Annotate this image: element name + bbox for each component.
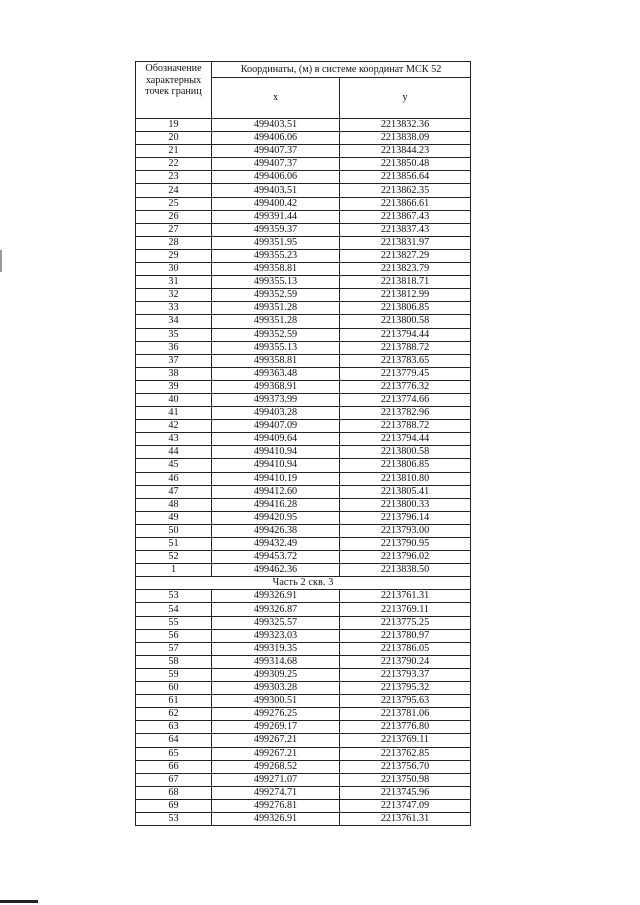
y-coordinate-cell: 2213788.72	[340, 341, 471, 354]
y-coordinate-cell: 2213775.25	[340, 616, 471, 629]
y-coordinate-cell: 2213838.50	[340, 564, 471, 577]
table-row	[136, 812, 471, 825]
table-row	[136, 380, 471, 393]
y-coordinate-cell: 2213788.72	[340, 420, 471, 433]
table-row	[136, 433, 471, 446]
table-row	[136, 197, 471, 210]
y-coordinate-cell: 2213831.97	[340, 236, 471, 249]
y-coordinate-cell: 2213850.48	[340, 158, 471, 171]
y-coordinate-cell: 2213761.31	[340, 812, 471, 825]
y-column-header: y	[340, 78, 471, 119]
y-coordinate-cell: 2213783.65	[340, 354, 471, 367]
point-number-cell: 23	[136, 171, 212, 184]
x-coordinate-cell: 499391.44	[212, 210, 340, 223]
section-row	[136, 577, 471, 590]
x-coordinate-cell: 499453.72	[212, 551, 340, 564]
point-number-cell: 52	[136, 551, 212, 564]
table-row	[136, 760, 471, 773]
x-coordinate-cell: 499323.03	[212, 629, 340, 642]
table-row	[136, 354, 471, 367]
point-number-cell: 24	[136, 184, 212, 197]
y-coordinate-cell: 2213810.80	[340, 472, 471, 485]
point-number-cell: 49	[136, 511, 212, 524]
y-coordinate-cell: 2213818.71	[340, 276, 471, 289]
x-coordinate-cell: 499355.23	[212, 249, 340, 262]
y-coordinate-cell: 2213806.85	[340, 302, 471, 315]
x-coordinate-cell: 499326.87	[212, 603, 340, 616]
point-number-cell: 36	[136, 341, 212, 354]
table-row	[136, 367, 471, 380]
y-coordinate-cell: 2213796.14	[340, 511, 471, 524]
table-row	[136, 511, 471, 524]
x-coordinate-cell: 499352.59	[212, 328, 340, 341]
x-coordinate-cell: 499303.28	[212, 682, 340, 695]
x-coordinate-cell: 499326.91	[212, 590, 340, 603]
table-row	[136, 786, 471, 799]
point-number-cell: 64	[136, 734, 212, 747]
y-coordinate-cell: 2213795.32	[340, 682, 471, 695]
point-number-cell: 29	[136, 249, 212, 262]
table-row	[136, 446, 471, 459]
point-number-cell: 56	[136, 629, 212, 642]
section-title: Часть 2 скв. 3	[136, 577, 471, 590]
table-row	[136, 289, 471, 302]
point-number-cell: 43	[136, 433, 212, 446]
y-coordinate-cell: 2213750.98	[340, 773, 471, 786]
point-number-cell: 31	[136, 276, 212, 289]
x-coordinate-cell: 499269.17	[212, 721, 340, 734]
x-coordinate-cell: 499351.28	[212, 315, 340, 328]
y-coordinate-cell: 2213781.06	[340, 708, 471, 721]
table-row	[136, 524, 471, 537]
x-coordinate-cell: 499355.13	[212, 276, 340, 289]
point-number-cell: 42	[136, 420, 212, 433]
point-number-cell: 69	[136, 799, 212, 812]
x-coordinate-cell: 499407.09	[212, 420, 340, 433]
table-row	[136, 538, 471, 551]
x-coordinate-cell: 499462.36	[212, 564, 340, 577]
point-number-cell: 44	[136, 446, 212, 459]
point-number-cell: 46	[136, 472, 212, 485]
table-row	[136, 341, 471, 354]
point-number-cell: 39	[136, 380, 212, 393]
table-row	[136, 695, 471, 708]
table-row	[136, 682, 471, 695]
table-row	[136, 236, 471, 249]
point-number-cell: 27	[136, 223, 212, 236]
x-coordinate-cell: 499409.64	[212, 433, 340, 446]
point-number-cell: 66	[136, 760, 212, 773]
x-coordinate-cell: 499325.57	[212, 616, 340, 629]
x-column-header: x	[212, 78, 340, 119]
x-coordinate-cell: 499363.48	[212, 367, 340, 380]
y-coordinate-cell: 2213762.85	[340, 747, 471, 760]
table-row	[136, 158, 471, 171]
point-number-cell: 25	[136, 197, 212, 210]
y-coordinate-cell: 2213812.99	[340, 289, 471, 302]
point-number-cell: 22	[136, 158, 212, 171]
point-number-cell: 53	[136, 590, 212, 603]
x-coordinate-cell: 499410.94	[212, 446, 340, 459]
point-number-cell: 37	[136, 354, 212, 367]
y-coordinate-cell: 2213866.61	[340, 197, 471, 210]
point-number-cell: 40	[136, 393, 212, 406]
y-coordinate-cell: 2213779.45	[340, 367, 471, 380]
point-number-cell: 34	[136, 315, 212, 328]
y-coordinate-cell: 2213800.58	[340, 446, 471, 459]
x-coordinate-cell: 499314.68	[212, 655, 340, 668]
x-coordinate-cell: 499432.49	[212, 538, 340, 551]
y-coordinate-cell: 2213769.11	[340, 734, 471, 747]
x-coordinate-cell: 499406.06	[212, 171, 340, 184]
y-coordinate-cell: 2213838.09	[340, 132, 471, 145]
point-number-cell: 60	[136, 682, 212, 695]
table-row	[136, 498, 471, 511]
point-number-cell: 53	[136, 812, 212, 825]
table-row	[136, 747, 471, 760]
table-row	[136, 773, 471, 786]
point-number-cell: 50	[136, 524, 212, 537]
x-coordinate-cell: 499276.81	[212, 799, 340, 812]
table-row	[136, 642, 471, 655]
table-row	[136, 315, 471, 328]
x-coordinate-cell: 499368.91	[212, 380, 340, 393]
y-coordinate-cell: 2213756.70	[340, 760, 471, 773]
x-coordinate-cell: 499300.51	[212, 695, 340, 708]
table-row	[136, 132, 471, 145]
y-coordinate-cell: 2213776.80	[340, 721, 471, 734]
x-coordinate-cell: 499403.28	[212, 407, 340, 420]
x-coordinate-cell: 499412.60	[212, 485, 340, 498]
table-row	[136, 184, 471, 197]
x-coordinate-cell: 499351.95	[212, 236, 340, 249]
y-coordinate-cell: 2213793.37	[340, 668, 471, 681]
x-coordinate-cell: 499309.25	[212, 668, 340, 681]
table-row	[136, 616, 471, 629]
table-row	[136, 590, 471, 603]
y-coordinate-cell: 2213837.43	[340, 223, 471, 236]
point-number-cell: 35	[136, 328, 212, 341]
y-coordinate-cell: 2213786.05	[340, 642, 471, 655]
y-coordinate-cell: 2213806.85	[340, 459, 471, 472]
table-row	[136, 485, 471, 498]
point-number-cell: 67	[136, 773, 212, 786]
y-coordinate-cell: 2213790.95	[340, 538, 471, 551]
y-coordinate-cell: 2213793.00	[340, 524, 471, 537]
x-coordinate-cell: 499355.13	[212, 341, 340, 354]
x-coordinate-cell: 499416.28	[212, 498, 340, 511]
x-coordinate-cell: 499410.94	[212, 459, 340, 472]
x-coordinate-cell: 499276.25	[212, 708, 340, 721]
point-number-cell: 65	[136, 747, 212, 760]
x-coordinate-cell: 499271.07	[212, 773, 340, 786]
y-coordinate-cell: 2213800.33	[340, 498, 471, 511]
y-coordinate-cell: 2213774.66	[340, 393, 471, 406]
table-row	[136, 276, 471, 289]
y-coordinate-cell: 2213769.11	[340, 603, 471, 616]
point-number-cell: 33	[136, 302, 212, 315]
x-coordinate-cell: 499274.71	[212, 786, 340, 799]
point-number-cell: 62	[136, 708, 212, 721]
y-coordinate-cell: 2213780.97	[340, 629, 471, 642]
y-coordinate-cell: 2213832.36	[340, 119, 471, 132]
x-coordinate-cell: 499403.51	[212, 184, 340, 197]
part2-rows	[136, 590, 471, 826]
x-coordinate-cell: 499407.37	[212, 158, 340, 171]
table-row	[136, 393, 471, 406]
table-row	[136, 734, 471, 747]
point-number-cell: 47	[136, 485, 212, 498]
y-coordinate-cell: 2213790.24	[340, 655, 471, 668]
coordinates-table	[135, 61, 471, 826]
x-coordinate-cell: 499326.91	[212, 812, 340, 825]
y-coordinate-cell: 2213805.41	[340, 485, 471, 498]
table-row	[136, 119, 471, 132]
point-number-cell: 55	[136, 616, 212, 629]
x-coordinate-cell: 499358.81	[212, 263, 340, 276]
x-coordinate-cell: 499267.21	[212, 734, 340, 747]
scan-edge-mark	[0, 250, 2, 272]
scan-edge-mark-bottom	[0, 900, 38, 903]
y-coordinate-cell: 2213782.96	[340, 407, 471, 420]
table-row	[136, 551, 471, 564]
table-row	[136, 249, 471, 262]
x-coordinate-cell: 499420.95	[212, 511, 340, 524]
y-coordinate-cell: 2213867.43	[340, 210, 471, 223]
x-coordinate-cell: 499358.81	[212, 354, 340, 367]
table-row	[136, 210, 471, 223]
table-row	[136, 629, 471, 642]
table-row	[136, 223, 471, 236]
point-number-cell: 58	[136, 655, 212, 668]
table-row	[136, 263, 471, 276]
point-number-cell: 48	[136, 498, 212, 511]
point-number-cell: 45	[136, 459, 212, 472]
table-row	[136, 799, 471, 812]
point-number-cell: 57	[136, 642, 212, 655]
table-row	[136, 655, 471, 668]
x-coordinate-cell: 499426.38	[212, 524, 340, 537]
y-coordinate-cell: 2213795.63	[340, 695, 471, 708]
point-number-cell: 63	[136, 721, 212, 734]
point-number-cell: 19	[136, 119, 212, 132]
point-number-cell: 61	[136, 695, 212, 708]
x-coordinate-cell: 499268.52	[212, 760, 340, 773]
x-coordinate-cell: 499407.37	[212, 145, 340, 158]
x-coordinate-cell: 499400.42	[212, 197, 340, 210]
y-coordinate-cell: 2213761.31	[340, 590, 471, 603]
table-row	[136, 459, 471, 472]
x-coordinate-cell: 499352.59	[212, 289, 340, 302]
table-row	[136, 721, 471, 734]
y-coordinate-cell: 2213823.79	[340, 263, 471, 276]
point-number-cell: 68	[136, 786, 212, 799]
table-row	[136, 420, 471, 433]
y-coordinate-cell: 2213776.32	[340, 380, 471, 393]
x-coordinate-cell: 499373.99	[212, 393, 340, 406]
table-row	[136, 708, 471, 721]
x-coordinate-cell: 499359.37	[212, 223, 340, 236]
coordinates-group-header: Координаты, (м) в системе координат МСК 52	[212, 62, 471, 78]
table-row	[136, 564, 471, 577]
point-number-cell: 26	[136, 210, 212, 223]
y-coordinate-cell: 2213747.09	[340, 799, 471, 812]
y-coordinate-cell: 2213827.29	[340, 249, 471, 262]
table-row	[136, 145, 471, 158]
table-row	[136, 302, 471, 315]
point-number-cell: 54	[136, 603, 212, 616]
x-coordinate-cell: 499410.19	[212, 472, 340, 485]
point-number-cell: 38	[136, 367, 212, 380]
y-coordinate-cell: 2213794.44	[340, 328, 471, 341]
point-number-cell: 59	[136, 668, 212, 681]
table-row	[136, 328, 471, 341]
y-coordinate-cell: 2213796.02	[340, 551, 471, 564]
y-coordinate-cell: 2213844.23	[340, 145, 471, 158]
point-number-cell: 21	[136, 145, 212, 158]
x-coordinate-cell: 499351.28	[212, 302, 340, 315]
y-coordinate-cell: 2213856.64	[340, 171, 471, 184]
y-coordinate-cell: 2213800.58	[340, 315, 471, 328]
table-row	[136, 171, 471, 184]
table-row	[136, 472, 471, 485]
y-coordinate-cell: 2213862.35	[340, 184, 471, 197]
table-row	[136, 603, 471, 616]
point-number-cell: 20	[136, 132, 212, 145]
x-coordinate-cell: 499319.35	[212, 642, 340, 655]
point-column-header: Обозначение характерных точек границ	[136, 62, 212, 119]
x-coordinate-cell: 499267.21	[212, 747, 340, 760]
x-coordinate-cell: 499403.51	[212, 119, 340, 132]
point-number-cell: 30	[136, 263, 212, 276]
point-number-cell: 41	[136, 407, 212, 420]
point-number-cell: 1	[136, 564, 212, 577]
y-coordinate-cell: 2213794.44	[340, 433, 471, 446]
y-coordinate-cell: 2213745.96	[340, 786, 471, 799]
point-number-cell: 28	[136, 236, 212, 249]
point-number-cell: 51	[136, 538, 212, 551]
table-row	[136, 407, 471, 420]
point-number-cell: 32	[136, 289, 212, 302]
part1-rows	[136, 119, 471, 577]
table-row	[136, 668, 471, 681]
x-coordinate-cell: 499406.06	[212, 132, 340, 145]
